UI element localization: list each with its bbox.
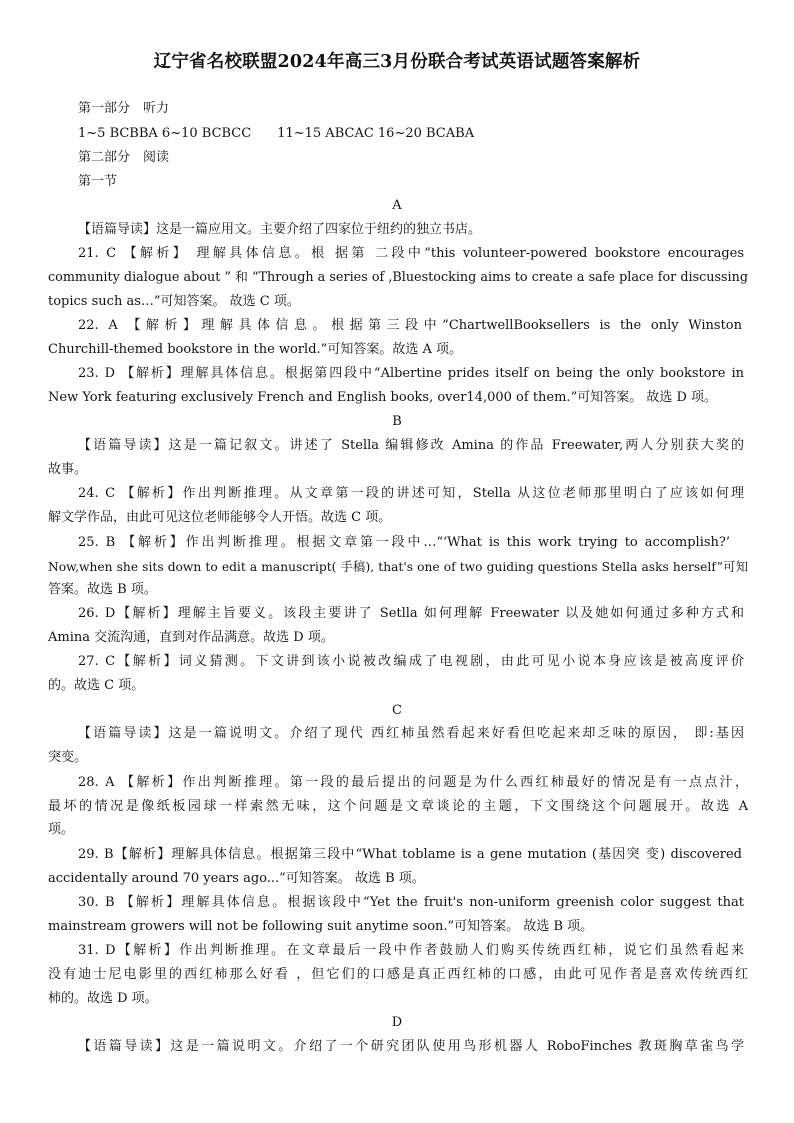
answer-28-line-3: 项。 bbox=[48, 822, 75, 837]
passage-label-d: D bbox=[391, 1015, 403, 1030]
answer-31-line-3: 柿的。故选 D 项。 bbox=[48, 991, 158, 1006]
answer-22-line-1: 22. A 【解析】理解具体信息。根据第三段中“ChartwellBooksellers is the only Winston bbox=[78, 318, 742, 333]
answer-31-line-1: 31. D【解析】作出判断推理。在文章最后一段中作者鼓励人们购买传统西红柿，说它们虽然看起来 bbox=[78, 943, 744, 958]
passage-guide-d-line-1: 【语篇导读】这是一篇说明文。介绍了一个研究团队使用鸟形机器人 RoboFinches 教斑胸草雀鸟学 bbox=[78, 1039, 744, 1054]
answer-27-line-2: 的。故选 C 项。 bbox=[48, 678, 145, 693]
passage-guide-c-line-2: 突变。 bbox=[48, 750, 88, 765]
answer-28-line-1: 28. A 【解析】作出判断推理。第一段的最后提出的问题是为什么西红柿最好的情况是有一点点汁， bbox=[78, 775, 748, 790]
passage-guide-a: 【语篇导读】这是一篇应用文。主要介绍了四家位于纽约的独立书店。 bbox=[78, 222, 482, 237]
answer-21-line-2: community dialogue about ” 和 “Through a series of ,Bluestocking aims to create a safe place for discussing bbox=[48, 270, 748, 285]
passage-label-a: A bbox=[392, 198, 402, 213]
listening-answers: 1~5 BCBBA 6~10 BCBCC 11~15 ABCAC 16~20 BCABA bbox=[78, 126, 475, 141]
answer-24-line-1: 24. C 【解析】作出判断推理。从文章第一段的讲述可知，Stella 从这位老师那里明白了应该如何理 bbox=[78, 486, 744, 501]
answer-29-line-2: accidentally around 70 years ago...”可知答案。 故选 B 项。 bbox=[48, 871, 425, 886]
answer-28-line-2: 最坏的情况是像纸板园球一样索然无味，这个问题是文章谈论的主题，下文围绕这个问题展开。故选 A bbox=[48, 799, 748, 814]
page-title: 辽宁省名校联盟2024年高三3月份联合考试英语试题答案解析 bbox=[153, 52, 641, 72]
answer-26-line-2: Amina 交流沟通，直到对作品满意。故选 D 项。 bbox=[48, 630, 334, 645]
section-heading-reading: 第二部分 阅读 bbox=[78, 150, 170, 165]
answer-23-line-1: 23. D 【解析】理解具体信息。根据第四段中“Albertine prides itself on being the only bookstore in bbox=[78, 366, 744, 381]
answer-29-line-1: 29. B【解析】理解具体信息。根据第三段中“What toblame is a gene mutation (基因突 变) discovered bbox=[78, 847, 742, 862]
answer-30-line-1: 30. B 【解析】理解具体信息。根据该段中“Yet the fruit's non-uniform greenish color suggest that bbox=[78, 895, 744, 910]
answer-31-line-2: 没有迪士尼电影里的西红柿那么好看 ，但它们的口感是真正西红柿的口感，由此可见作者是喜欢传统西红 bbox=[48, 967, 748, 982]
answer-22-line-2: Churchill-themed bookstore in the world.”可知答案。故选 A 项。 bbox=[48, 342, 462, 357]
passage-guide-c-line-1: 【语篇导读】这是一篇说明文。介绍了现代 西红柿虽然看起来好看但吃起来却乏味的原因， 即:基因 bbox=[78, 726, 744, 741]
answer-26-line-1: 26. D【解析】理解主旨要义。该段主要讲了 Setlla 如何理解 Freewater 以及她如何通过多种方式和 bbox=[78, 606, 744, 621]
answer-30-line-2: mainstream growers will not be following suit anytime soon.”可知答案。 故选 B 项。 bbox=[48, 919, 594, 934]
answer-23-line-2: New York featuring exclusively French and English books, over14,000 of them.”可知答案。 故选 D 项。 bbox=[48, 390, 718, 405]
answer-25-line-1: 25. B 【解析】作出判断推理。根据文章第一段中…“‘What is this work trying to accomplish?’ bbox=[78, 535, 730, 550]
answer-24-line-2: 解文学作品，由此可见这位老师能够令人开悟。故选 C 项。 bbox=[48, 510, 392, 525]
answer-25-line-2: Now,when she sits down to edit a manuscript( 手稿), that's one of two guiding questions Stella asks herself”可知 bbox=[48, 560, 748, 574]
answer-21-line-1: 21. C 【解析】 理解具体信息。根 据第 二段中“this volunteer-powered bookstore encourages bbox=[78, 246, 744, 261]
answer-25-line-3: 答案。故选 B 项。 bbox=[48, 582, 157, 597]
subsection-heading: 第一节 bbox=[78, 174, 118, 189]
answer-27-line-1: 27. C【解析】词义猜测。下文讲到该小说被改编成了电视剧，由此可见小说本身应该是被高度评价 bbox=[78, 654, 744, 669]
passage-guide-b-line-1: 【语篇导读】这是一篇记叙文。讲述了 Stella 编辑修改 Amina 的作品 Freewater,两人分别获大奖的 bbox=[78, 438, 744, 453]
section-heading-listening: 第一部分 听力 bbox=[78, 101, 170, 116]
passage-guide-b-line-2: 故事。 bbox=[48, 462, 88, 477]
answer-21-line-3: topics such as…”可知答案。 故选 C 项。 bbox=[48, 294, 300, 309]
passage-label-c: C bbox=[392, 703, 402, 718]
passage-label-b: B bbox=[392, 414, 402, 429]
